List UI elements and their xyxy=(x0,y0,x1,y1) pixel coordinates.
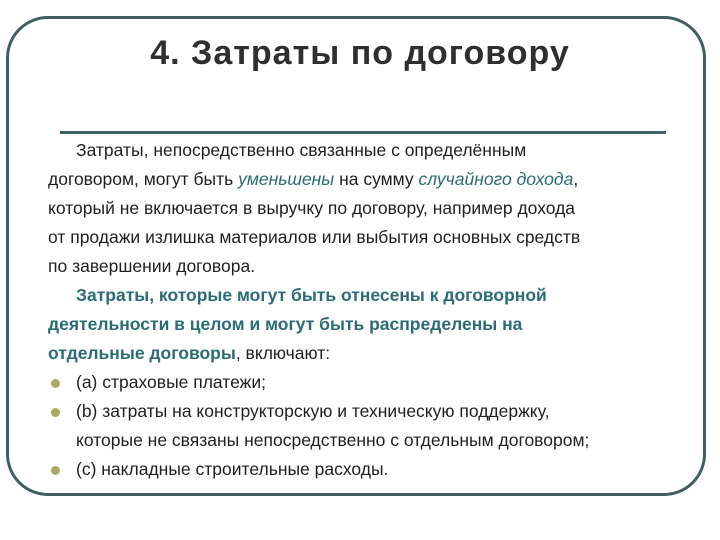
paragraph1-line1: Затраты, непосредственно связанные с определённым xyxy=(76,140,527,160)
emphasis-reduced: уменьшены xyxy=(238,169,335,189)
bullet-dot-icon xyxy=(51,379,60,388)
bullet-text: (а) страховые платежи; xyxy=(76,372,266,392)
bullet-text-continuation: которые не связаны непосредственно с отдельным договором; xyxy=(76,430,590,450)
paragraph2-line1: Затраты, которые могут быть отнесены к договорной xyxy=(76,285,547,305)
bullet-item-b xyxy=(48,397,678,455)
emphasis-separate-contracts: отдельные договоры xyxy=(48,343,236,363)
emphasis-incidental-income: случайного дохода xyxy=(418,169,574,189)
bullet-item-c xyxy=(48,455,678,484)
slide-body xyxy=(48,136,678,484)
paragraph1-line4: от продажи излишка материалов или выбытия основных средств xyxy=(48,227,581,247)
text-segment: договором, могут быть xyxy=(48,169,239,189)
text-segment: , xyxy=(573,169,579,189)
text-segment: на сумму xyxy=(334,169,419,189)
paragraph1-line3: который не включается в выручку по договору, например дохода xyxy=(48,198,576,218)
bullet-item-a xyxy=(48,368,678,397)
bullet-dot-icon xyxy=(51,408,60,417)
paragraph1-line5: по завершении договора. xyxy=(48,256,256,276)
bullet-text: (b) затраты на конструкторскую и техническую поддержку, xyxy=(76,401,550,421)
bullet-text: (с) накладные строительные расходы. xyxy=(76,459,389,479)
title-divider xyxy=(60,131,666,134)
bullet-dot-icon xyxy=(51,466,60,475)
text-segment: , включают: xyxy=(235,343,331,363)
slide-title: 4. Затраты по договору xyxy=(150,34,570,72)
paragraph2-line2: деятельности в целом и могут быть распределены на xyxy=(48,314,523,334)
paragraph2-line3 xyxy=(48,339,678,368)
paragraph1-line2 xyxy=(48,165,678,194)
